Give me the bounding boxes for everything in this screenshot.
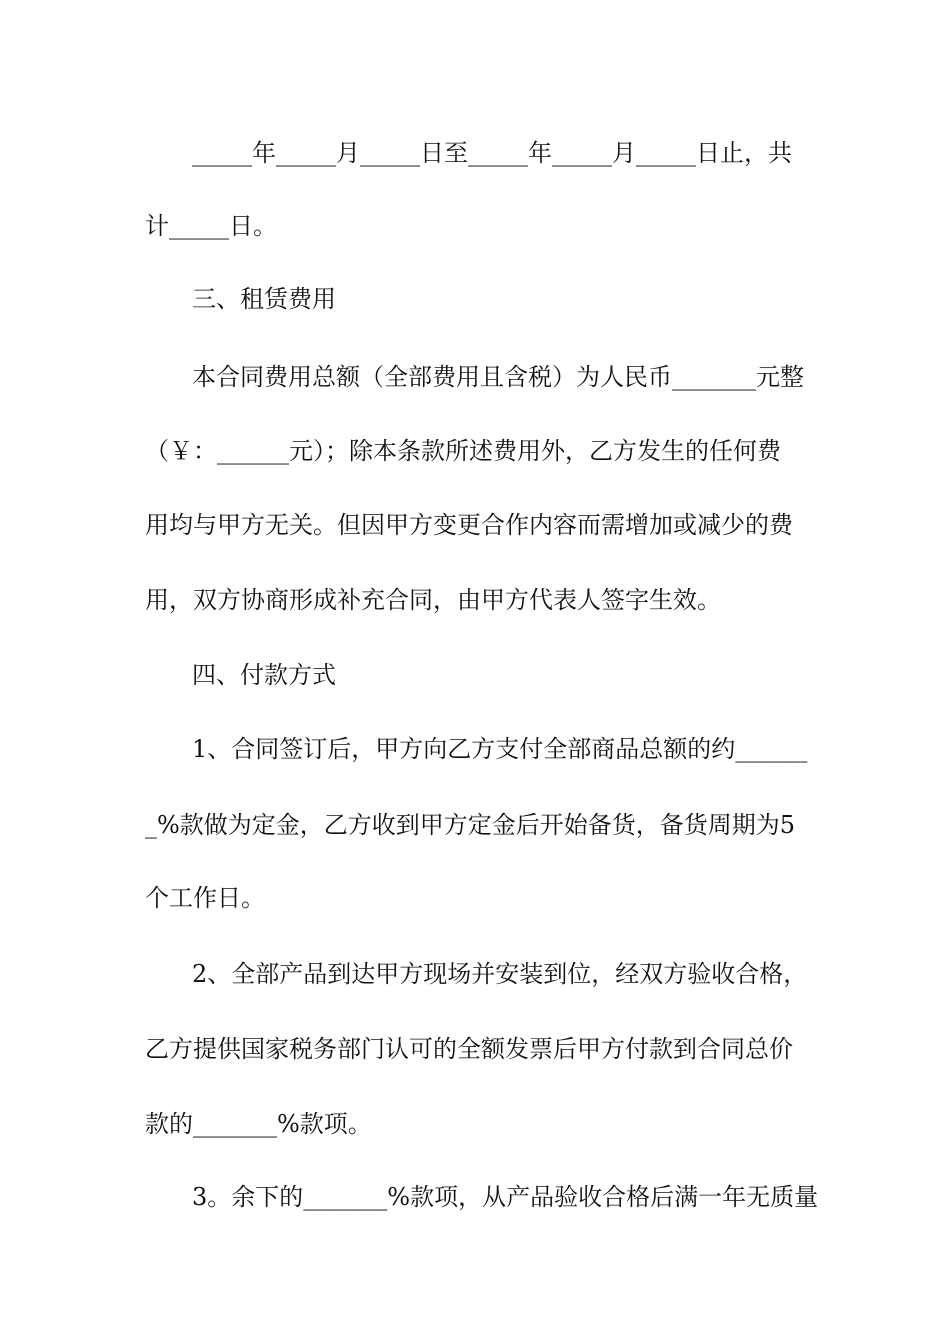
paragraph-line: 用，双方协商形成补充合同，由甲方代表人签字生效。 xyxy=(145,586,721,614)
paragraph-line: 用均与甲方无关。但因甲方变更合作内容而需增加或减少的费 xyxy=(145,511,793,539)
section-heading: 三、租赁费用 xyxy=(192,285,336,313)
paragraph-line: 款的_______%款项。 xyxy=(145,1110,372,1138)
paragraph-line: _%款做为定金，乙方收到甲方定金后开始备货，备货周期为5 xyxy=(145,811,796,839)
paragraph-line: 本合同费用总额（全部费用且含税）为人民币_______元整 xyxy=(192,363,804,391)
paragraph-line: 计_____日。 xyxy=(145,212,277,240)
paragraph-line: 2、全部产品到达甲方现场并安装到位，经双方验收合格， xyxy=(192,960,808,988)
paragraph-line: （￥：______元）；除本条款所述费用外，乙方发生的任何费 xyxy=(145,437,781,465)
paragraph-line: 乙方提供国家税务部门认可的全额发票后甲方付款到合同总价 xyxy=(145,1035,793,1063)
paragraph-line: 3。余下的_______%款项，从产品验收合格后满一年无质量 xyxy=(192,1183,819,1211)
section-heading: 四、付款方式 xyxy=(192,661,336,689)
paragraph-line: _____年_____月_____日至_____年_____月_____日止，共 xyxy=(192,139,792,167)
paragraph-line: 个工作日。 xyxy=(145,884,265,912)
paragraph-line: 1、合同签订后，甲方向乙方支付全部商品总额的约______ xyxy=(192,735,808,763)
